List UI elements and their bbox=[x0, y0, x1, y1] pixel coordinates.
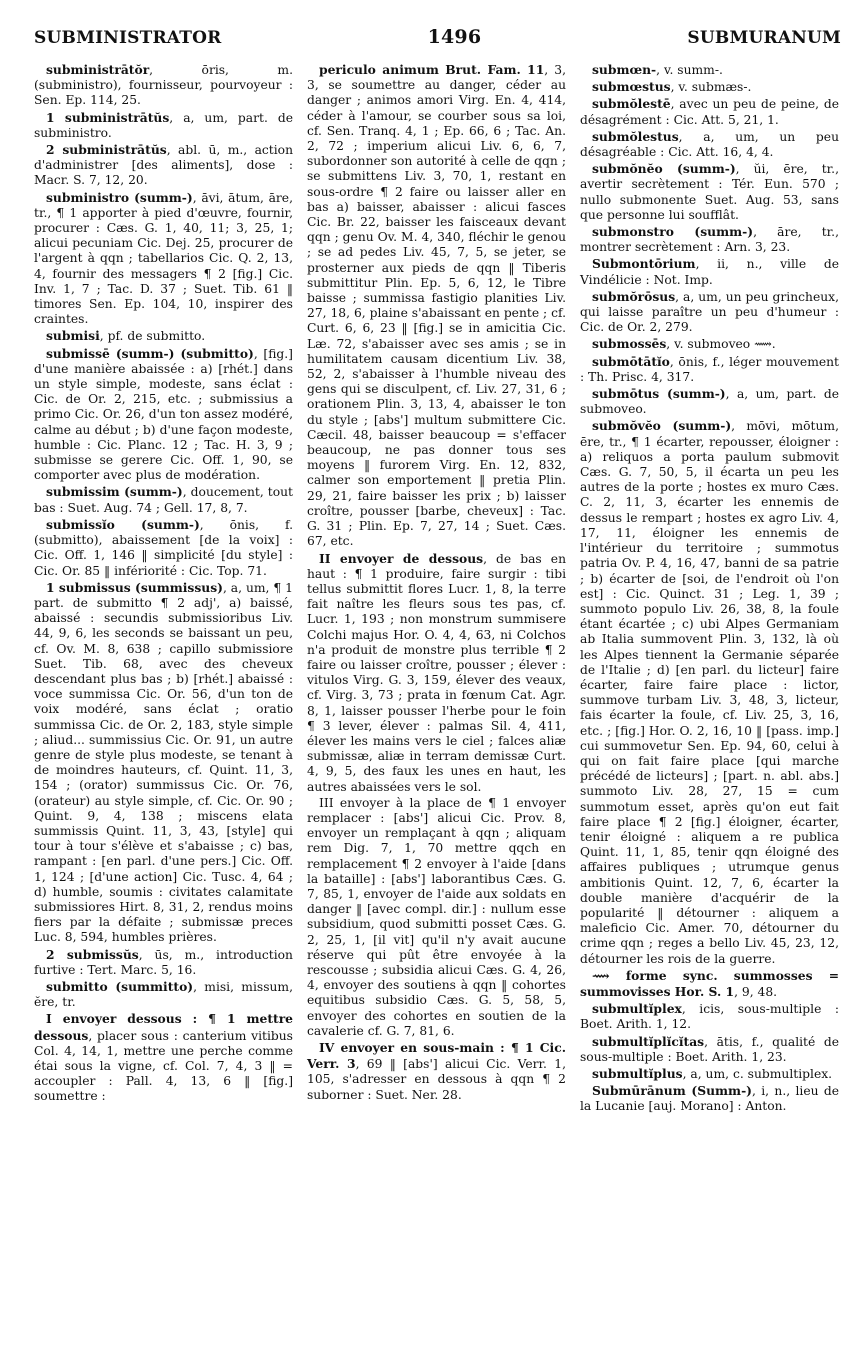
dictionary-entry bbox=[580, 129, 839, 160]
entry-text: 2 submissŭs, ūs, m., introduction furtive : Tert. Marc. 5, 16. bbox=[34, 946, 293, 977]
page-number: 1496 bbox=[427, 26, 482, 48]
dictionary-entry bbox=[580, 224, 839, 255]
text-columns bbox=[34, 62, 841, 1116]
entry-text: submultĭplus, a, um, c. submultiplex. bbox=[592, 1066, 833, 1081]
entry-text: submultĭplĭcĭtas, ātis, f., qualité de sous-multiple : Boet. Arith. 1, 23. bbox=[580, 1033, 839, 1064]
entry-text: ⟿ forme sync. summosses = summovisses Hor. S. 1, 9, 48. bbox=[580, 967, 839, 999]
entry-text: Submūrānum (Summ-), i, n., lieu de la Lucanie [auj. Morano] : Anton. bbox=[580, 1083, 839, 1114]
entry-text: submonstro (summ-), āre, tr., montrer secrètement : Arn. 3, 23. bbox=[580, 224, 839, 255]
dictionary-entry bbox=[34, 947, 293, 978]
entry-text: submitto (summitto), misi, missum, ĕre, tr. bbox=[34, 978, 293, 1010]
entry-text: 1 submissus (summissus), a, um, ¶ 1 part. de submitto ¶ 2 adj', a) baissé, abaissé : secundis submissioribus Liv. 44, 9, 6, les seconds se baissant un peu, cf. Ov. M. 8, 638 ; capillo submissiore Suet. Tib. 68, avec des cheveux descendant plus bas ; b) [rhét.] abaissé : voce summissa Cic. Or. 56, d'un ton de voix modéré, sans éclat ; oratio summissa Cic. de Or. 2, 183, style simple ; aliud... summissius Cic. Or. 91, un autre genre de style plus modeste, se tenant à de moindres hauteurs, cf. Quint. 11, 3, 154 ; (orator) summissus Cic. Or. 76, (orateur) au style simple, cf. Cic. Or. 90 ; Quint. 9, 4, 138 ; miscens elata summissis Quint. 11, 3, 43, [style] qui tour à tour s'élève et s'abaisse ; c) bas, rampant : [en parl. d'une pers.] Cic. Off. 1, 124 ; [d'une action] Cic. Tusc. 4, 64 ; d) humble, soumis : civitates calamitate submissiores Hirt. 8, 31, 2, rendus moins fiers par la défaite ; submissæ preces Luc. 8, 594, humbles prières. bbox=[34, 579, 293, 945]
entry-text: submŏrōsus, a, um, un peu grincheux, qui laisse paraître un peu d'humeur : Cic. de Or. 2, 279. bbox=[580, 288, 839, 335]
running-header bbox=[34, 26, 841, 56]
column-middle bbox=[307, 62, 566, 1116]
dictionary-entry bbox=[580, 1066, 839, 1082]
dictionary-entry bbox=[307, 551, 566, 795]
dictionary-entry bbox=[34, 190, 293, 328]
header-right-guideword: SUBMURANUM bbox=[687, 28, 841, 48]
dictionary-entry bbox=[580, 968, 839, 1000]
entry-text: periculo animum Brut. Fam. 11, 3, 3, se soumettre au danger, céder au danger ; animos amori Virg. En. 4, 414, céder à l'amour, se courber sous sa loi, cf. Sen. Tranq. 4, 1 ; Ep. 66, 6 ; Tac. An. 2, 72 ; imperium alicui Liv. 6, 6, 7, subordonner son autorité à celle de qqn ; se submittens Liv. 3, 70, 1, restant en sous-ordre ¶ 2 faire ou laisser aller en bas a) baisser, abaisser : alicui fasces Cic. Br. 22, baisser les faisceaux devant qqn ; genu Ov. M. 4, 340, fléchir le genou ; se ad pedes Liv. 45, 7, 5, se jeter, se prosterner aux pieds de qqn ‖ Tiberis submittitur Plin. Ep. 5, 6, 12, le Tibre baisse ; summissa fastigio planities Liv. 27, 18, 6, plaine s'abaissant en pente ; cf. Curt. 6, 6, 23 ‖ [fig.] se in amicitia Cic. Læ. 72, s'abaisser avec ses amis ; se in humilitatem causam dicentium Liv. 38, 52, 2, s'abaisser à l'humble niveau des gens qui se disculpent, cf. Liv. 27, 31, 6 ; orationem Plin. 3, 13, 4, abaisser le ton du style ; [abs'] multum submittere Cic. Cæcil. 48, baisser beaucoup = s'effacer beaucoup, ne pas donner tous ses moyens ‖ furorem Virg. En. 12, 832, calmer son emportement ‖ pretia Plin. 29, 21, faire baisser les prix ; b) laisser croître, pousser [barbe, cheveux] : Tac. G. 31 ; Plin. Ep. 7, 27, 14 ; Suet. Cæs. 67, etc. bbox=[307, 62, 566, 549]
dictionary-entry bbox=[34, 1011, 293, 1104]
dictionary-entry bbox=[580, 418, 839, 966]
dictionary-entry bbox=[34, 346, 293, 484]
dictionary-entry bbox=[34, 110, 293, 141]
entry-text: I envoyer dessous : ¶ 1 mettre dessous, placer sous : canterium vitibus Col. 4, 14, 1, mettre une perche comme étai sous la vigne, cf. Col. 7, 4, 3 ‖ = accoupler : Pall. 4, 13, 6 ‖ [fig.] soumettre : bbox=[34, 1011, 293, 1104]
column-right bbox=[580, 62, 839, 1116]
entry-text: II envoyer de dessous, de bas en haut : ¶ 1 produire, faire surgir : tibi tellus submittit flores Lucr. 1, 8, la terre fait naître les fleurs sous tes pas, cf. Lucr. 1, 193 ; non monstrum summisere Colchi majus Hor. O. 4, 4, 63, ni Colchos n'a produit de monstre plus terrible ¶ 2 faire ou laisser croître, pousser ; élever : vitulos Virg. G. 3, 159, élever des veaux, cf. Virg. 3, 73 ; prata in fœnum Cat. Agr. 8, 1, laisser pousser l'herbe pour le foin ¶ 3 lever, élever : palmas Sil. 4, 411, élever les mains vers le ciel ; falces aliæ submissæ, aliæ in terram demissæ Curt. 4, 9, 5, des faux les unes en haut, les autres abaissées vers le sol. bbox=[307, 550, 566, 794]
dictionary-entry bbox=[580, 354, 839, 385]
entry-text: 1 subministrātŭs, a, um, part. de subministro. bbox=[34, 109, 293, 140]
entry-text: 2 subministrātŭs, abl. ū, m., action d'administrer [des aliments], dose : Macr. S. 7, 12, 20. bbox=[34, 142, 293, 188]
dictionary-entry bbox=[34, 484, 293, 515]
dictionary-entry bbox=[580, 386, 839, 417]
entry-text: submōtus (summ-), a, um, part. de submoveo. bbox=[580, 386, 839, 417]
entry-text: submŏnĕo (summ-), ŭi, ēre, tr., avertir secrètement : Tér. Eun. 570 ; nullo submonente Suet. Aug. 53, sans que personne lui soufflât. bbox=[580, 161, 839, 222]
dictionary-entry bbox=[580, 289, 839, 336]
entry-text: Submontōrium, ii, n., ville de Vindélicie : Not. Imp. bbox=[580, 256, 839, 287]
entry-text: submissim (summ-), doucement, tout bas : Suet. Aug. 74 ; Gell. 17, 8, 7. bbox=[34, 484, 293, 515]
dictionary-entry bbox=[580, 79, 839, 95]
dictionary-entry bbox=[307, 62, 566, 550]
column-left bbox=[34, 62, 293, 1116]
entry-text: subministro (summ-), āvi, ātum, āre, tr., ¶ 1 apporter à pied d'œuvre, fournir, procurer : Cæs. G. 1, 40, 11; 3, 25, 1; alicui pecuniam Cic. Dej. 25, procurer de l'argent à qqn ; tabellarios Cic. Q. 2, 13, 4, fournir des messagers ¶ 2 [fig.] Cic. Inv. 1, 7 ; Tac. D. 37 ; Suet. Tib. 61 ‖ timores Sen. Ep. 104, 10, inspirer des craintes. bbox=[34, 189, 293, 327]
entry-text: submœstus, v. submæs-. bbox=[592, 79, 752, 95]
dictionary-entry bbox=[580, 161, 839, 223]
dictionary-entry bbox=[580, 1034, 839, 1065]
dictionary-entry bbox=[580, 256, 839, 287]
dictionary-entry bbox=[580, 62, 839, 78]
dictionary-entry bbox=[34, 517, 293, 579]
dictionary-entry bbox=[34, 142, 293, 189]
entry-text: submŏvĕo (summ-), mōvi, mōtum, ēre, tr., ¶ 1 écarter, repousser, éloigner : a) reliquos a porta paulum submovit Cæs. G. 7, 50, 5, il écarta un peu les autres de la porte ; hostes ex muro Cæs. C. 2, 11, 3, écarter les ennemis de dessus le rempart ; hostes ex agro Liv. 4, 17, 11, éloigner les ennemis de l'intérieur du territoire ; summotus patria Ov. P. 4, 16, 47, banni de sa patrie ; b) écarter de [soi, de l'endroit où l'on est] : Cic. Quinct. 31 ; Leg. 1, 39 ; summoto populo Liv. 26, 38, 8, la foule étant écartée ; c) ubi Alpes Germaniam ab Italia summovent Plin. 3, 132, là où les Alpes tiennent la Germanie séparée de l'Italie ; d) [en parl. du licteur] faire écarter, faire faire place : lictor, summove turbam Liv. 3, 48, 3, licteur, fais écarter la foule, cf. Liv. 25, 3, 16, etc. ; [fig.] Hor. O. 2, 16, 10 ‖ [pass. imp.] cui summovetur Sen. Ep. 94, 60, celui à qui on fait faire place [qui marche précédé de licteurs] ; [part. n. abl. abs.] summoto Liv. 28, 27, 15 = cum summotum esset, après qu'on eut fait faire place ¶ 2 [fig.] éloigner, écarter, tenir éloigné : aliquem a re publica Quint. 11, 1, 85, tenir qqn éloigné des affaires publiques ; utrumque genus ambitionis Quint. 12, 7, 6, écarter la double manière d'acquérir de la popularité ‖ détourner : aliquem a maleficio Cic. Amer. 70, détourner du crime qqn ; reges a bello Liv. 45, 23, 12, détourner les rois de la guerre. bbox=[580, 418, 839, 966]
dictionary-entry bbox=[580, 1083, 839, 1114]
dictionary-entry bbox=[34, 979, 293, 1010]
dictionary-entry bbox=[580, 96, 839, 127]
dictionary-entry bbox=[307, 796, 566, 1039]
entry-text: III envoyer à la place de ¶ 1 envoyer remplacer : [abs'] alicui Cic. Prov. 8, envoyer un remplaçant à qqn ; aliquam rem Dig. 7, 1, 70 mettre qqch en remplacement ¶ 2 envoyer à l'aide [dans la bataille] : [abs'] laborantibus Cæs. G. 7, 85, 1, envoyer de l'aide aux soldats en danger ‖ [avec compl. dir.] : nullum esse subsidium, quod submitti posset Cæs. G. 2, 25, 1, [il vit] qu'il n'y avait aucune réserve qui pût être envoyée à la rescousse ; subsidia alicui Cæs. G. 4, 26, 4, envoyer des soutiens à qqn ‖ cohortes equitibus subsidio Cæs. G. 5, 58, 5, envoyer des cohortes en soutien de la cavalerie cf. G. 7, 81, 6. bbox=[307, 795, 566, 1038]
dictionary-entry bbox=[34, 580, 293, 946]
entry-text: submossēs, v. submoveo ⟿. bbox=[592, 336, 776, 352]
entry-text: submultĭplex, icis, sous-multiple : Boet. Arith. 1, 12. bbox=[580, 1001, 839, 1032]
entry-text: submisi, pf. de submitto. bbox=[46, 328, 206, 344]
header-left-guideword: SUBMINISTRATOR bbox=[34, 28, 222, 48]
entry-text: submœn-, v. summ-. bbox=[592, 62, 723, 77]
entry-text: submŏlestē, avec un peu de peine, de désagrément : Cic. Att. 5, 21, 1. bbox=[580, 96, 839, 127]
dictionary-entry bbox=[307, 1040, 566, 1103]
entry-text: subministrātŏr, ōris, m. (subministro), fournisseur, pourvoyeur : Sen. Ep. 114, 25. bbox=[34, 62, 293, 108]
entry-text: submŏlestus, a, um, un peu désagréable : Cic. Att. 16, 4, 4. bbox=[580, 128, 839, 160]
dictionary-entry bbox=[580, 1001, 839, 1032]
entry-text: IV envoyer en sous-main : ¶ 1 Cic. Verr. 3, 69 ‖ [abs'] alicui Cic. Verr. 1, 105, s'adresser en dessous à qqn ¶ 2 suborner : Suet. Ner. 28. bbox=[307, 1040, 566, 1102]
dictionary-entry bbox=[34, 62, 293, 109]
entry-text: submissĭo (summ-), ōnis, f. (submitto), abaissement [de la voix] : Cic. Off. 1, 146 ‖ simplicité [du style] : Cic. Or. 85 ‖ infériorité : Cic. Top. 71. bbox=[34, 516, 293, 578]
dictionary-entry bbox=[34, 328, 293, 344]
dictionary-entry bbox=[580, 336, 839, 352]
entry-text: submōtātĭo, ōnis, f., léger mouvement : Th. Prisc. 4, 317. bbox=[580, 353, 839, 384]
entry-text: submissē (summ-) (submitto), [fig.] d'une manière abaissée : a) [rhét.] dans un style simple, modeste, sans éclat : Cic. de Or. 2, 215, etc. ; submissius a primo Cic. Or. 26, d'un ton assez modéré, calme au début ; b) d'une façon modeste, humble : Cic. Planc. 12 ; Tac. H. 3, 9 ; submisse se gerere Cic. Off. 1, 90, se comporter avec plus de modération. bbox=[34, 345, 293, 483]
